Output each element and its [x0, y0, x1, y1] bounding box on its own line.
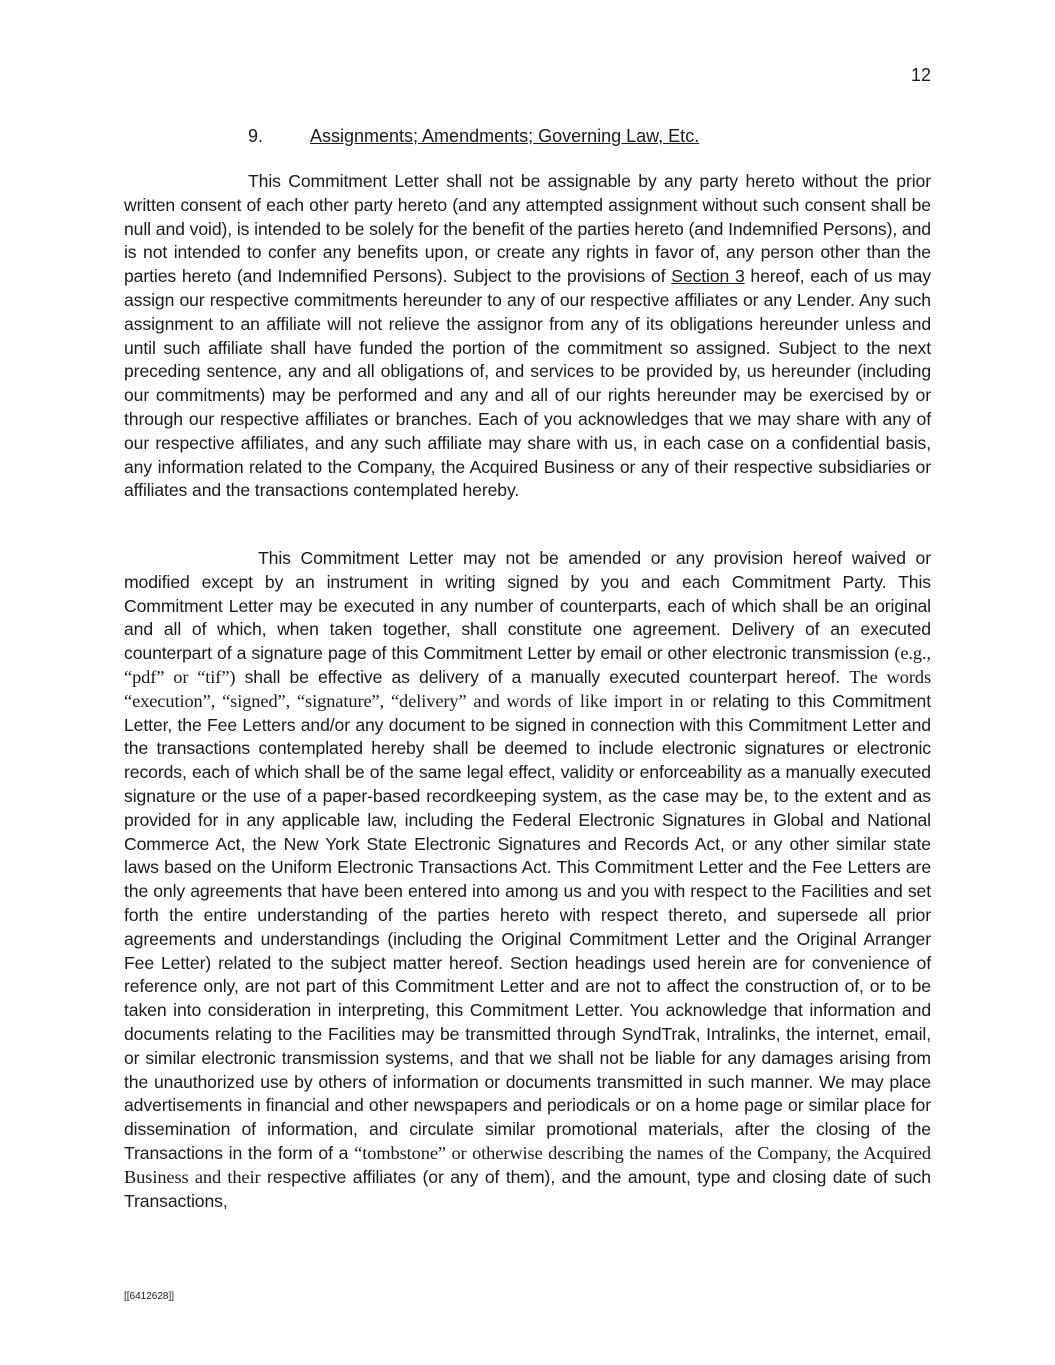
paragraph-text: relating to this Commitment Letter, the Fee Letters and/or any document to be signed in connection with this Commitment Letter and the transactions contemplated hereby shall be deemed to include electronic signatures or electronic records, each of which shall be of the same legal effect, validity or enforceability as a manually executed signature or the use of a paper-based recordkeeping system, as the case may be, to the extent and as provided for in any applicable law, including the Federal Electronic Signatures in Global and National Commerce Act, the New York State Electronic Signatures and Records Act, or any other similar state laws based on the Uniform Electronic Transactions Act. This Commitment Letter and the Fee Letters are the only agreements that have been entered into among us and you with respect to the Facilities and set forth the entire understanding of the parties hereto with respect thereto, and supersede all prior agreements and understandings (including the Original Commitment Letter and the Original Arranger Fee Letter) related to the subject matter hereof. Section headings used herein are for convenience of reference only, are not part of this Commitment Letter and are not to affect the construction of, or to be taken into consideration in interpreting, this Commitment Letter. You acknowledge that information and documents relating to the Facilities may be transmitted through SyndTrak, Intralinks, the internet, email, or similar electronic transmission systems, and that we shall not be liable for any damages arising from the unauthorized use by others of information or documents transmitted in such manner. We may place advertisements in financial and other newspapers and periodicals or on a home page or similar place for dissemination of information, and circulate similar promotional materials, after the closing of the Transactions in the form of a	[124, 690, 931, 1163]
section-number: 9.	[248, 126, 264, 146]
paragraph-text-serif: “tombstone” or otherwise describing the names of the Company, the Acquired Business and their	[124, 1142, 931, 1187]
paragraph-text: This Commitment Letter shall not be assignable by any party hereto without the prior written consent of each other party hereto (and any attempted assignment without such consent shall be null and void), is intended to be solely for the benefit of the parties hereto (and Indemnified Persons), and is not intended to confer any benefits upon, or create any rights in favor of, any person other than the parties hereto (and Indemnified Persons). Subject to the provisions of	[124, 171, 931, 287]
paragraph-assignments	[124, 170, 931, 503]
paragraph-text-serif: (e.g., “pdf” or “tif”)	[124, 643, 931, 687]
section-heading	[248, 125, 699, 147]
page-number: 12	[910, 65, 931, 85]
paragraph-text: respective affiliates (or any of them), and the amount, type and closing date of such Transactions,	[124, 1166, 931, 1211]
paragraph-text: hereof, each of us may assign our respective commitments hereunder to any of our respective affiliates or any Lender. Any such assignment to an affiliate will not relieve the assignor from any of its obligations hereunder unless and until such affiliate shall have funded the portion of the commitment so assigned. Subject to the next preceding sentence, any and all obligations of, and services to be provided by, us hereunder (including our commitments) may be performed and any and all of our rights hereunder may be exercised by or through our respective affiliates or branches. Each of you acknowledges that we may share with any of our respective affiliates, and any such affiliate may share with us, in each case on a confidential basis, any information related to the Company, the Acquired Business or any of their respective subsidiaries or affiliates and the transactions contemplated hereby.	[124, 266, 931, 501]
paragraph-amendments	[124, 547, 931, 1213]
paragraph-text-serif: The words “execution”, “signed”, “signature”, “delivery” and words of like import in or	[124, 666, 931, 711]
section-3-reference: Section 3	[671, 266, 745, 287]
paragraph-text: This Commitment Letter may not be amended or any provision hereof waived or modified except by an instrument in writing signed by you and each Commitment Party. This Commitment Letter may be executed in any number of counterparts, each of which shall be an original and all of which, when taken together, shall constitute one agreement. Delivery of an executed counterpart of a signature page of this Commitment Letter by email or other electronic transmission	[124, 548, 931, 664]
paragraph-text: shall be effective as delivery of a manually executed counterpart hereof.	[235, 666, 850, 687]
document-id: [[6412628]]	[124, 1291, 175, 1302]
section-title: Assignments; Amendments; Governing Law, Etc.	[310, 126, 700, 146]
